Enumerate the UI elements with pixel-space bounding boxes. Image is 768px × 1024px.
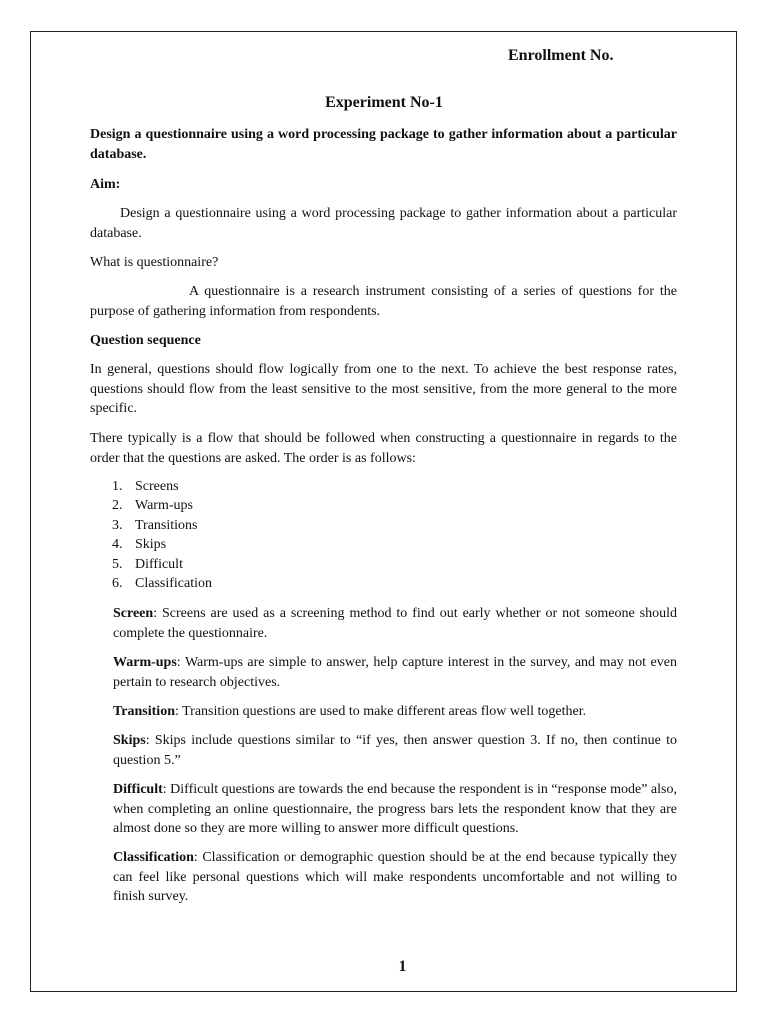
aim-text: Design a questionnaire using a word processing package to gather information about a particular database.: [90, 206, 677, 241]
list-item: 5. Difficult: [112, 556, 183, 572]
sequence-heading: Question sequence: [90, 333, 201, 348]
definition-screen: Screen: Screens are used as a screening method to find out early whether or not someone should complete the questionnaire.: [113, 606, 677, 641]
definition-transition: Transition: Transition questions are used to make different areas flow well together.: [113, 704, 587, 719]
aim-label: Aim:: [90, 177, 121, 192]
sequence-paragraph-1: In general, questions should flow logically from one to the next. To achieve the best response rates, questions should flow from the least sensitive to the most sensitive, from the more general to the more specific.: [90, 362, 677, 416]
enrollment-label: Enrollment No.: [508, 47, 614, 64]
questionnaire-definition: A questionnaire is a research instrument consisting of a series of questions for the purpose of gathering information from respondents.: [90, 284, 677, 319]
order-list: [112, 477, 212, 593]
list-item: 1. Screens: [112, 479, 179, 494]
sequence-paragraph-2: There typically is a flow that should be followed when constructing a questionnaire in regards to the order that the questions are asked. The order is as follows:: [90, 431, 677, 466]
definition-skips: Skips: Skips include questions similar to “if yes, then answer question 3. If no, then continue to question 5.”: [113, 733, 677, 768]
definition-classification: Classification: Classification or demographic question should be at the end because typically they can feel like personal questions which will make respondents uncomfortable and not willing to finish survey.: [113, 850, 677, 904]
intro-heading: Design a questionnaire using a word processing package to gather information about a particular database.: [90, 127, 677, 162]
list-item: 4. Skips: [112, 537, 167, 553]
definition-difficult: Difficult: Difficult questions are towards the end because the respondent is in “response mode” also, when completing an online questionnaire, the progress bars lets the respondent know that they are almost done so they are more willing to answer more difficult questions.: [113, 782, 677, 836]
definition-warm-ups: Warm-ups: Warm-ups are simple to answer, help capture interest in the survey, and may not even pertain to research objectives.: [113, 655, 677, 690]
what-is-question: What is questionnaire?: [90, 255, 219, 270]
list-item: 6. Classification: [112, 576, 212, 592]
page-title: Experiment No-1: [325, 94, 443, 111]
list-item: 3. Transitions: [112, 517, 198, 533]
page-number: 1: [398, 958, 407, 975]
list-item: 2. Warm-ups: [112, 498, 193, 514]
